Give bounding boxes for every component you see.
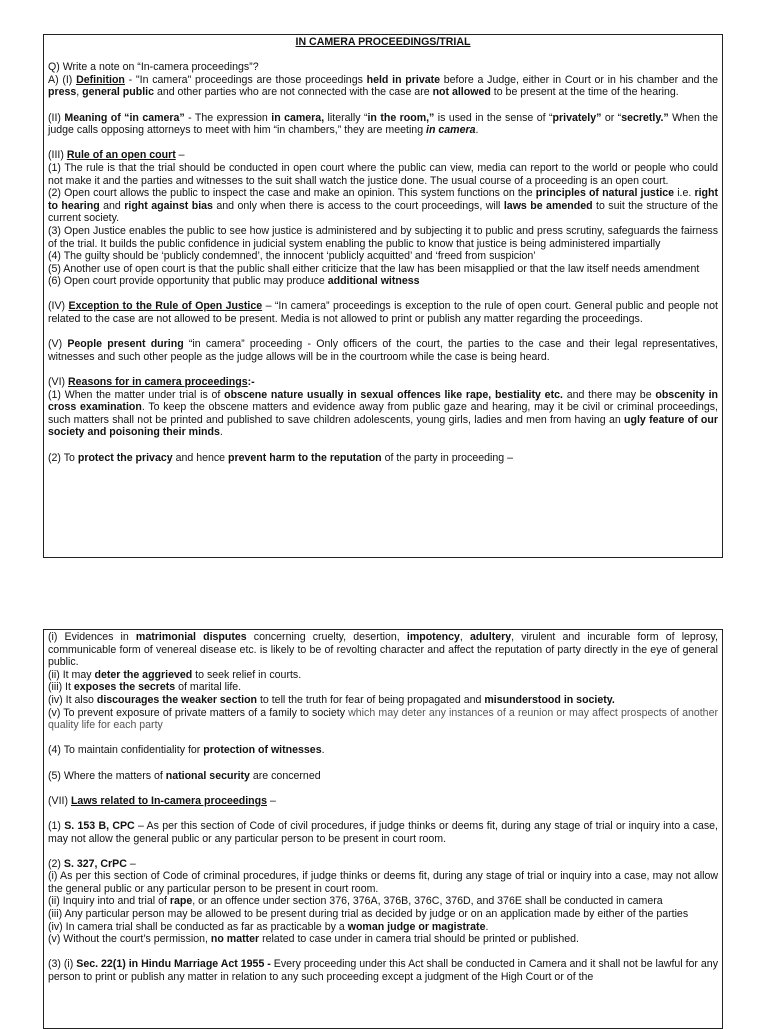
privacy-point-v: (v) To prevent exposure of private matters of a family to society which may deter any instances of a reunion or may affect prospects of another quality life for each party — [48, 706, 718, 732]
rule-heading: (III) Rule of an open court – — [48, 149, 185, 162]
question-text: Q) Write a note on “In-camera proceedings”? — [48, 61, 259, 74]
crpc-point-v: (v) Without the court’s permission, no matter related to case under in camera trial should be printed or published. — [48, 933, 579, 946]
rule-point-5: (5) Another use of open court is that the public shall either criticize that the law has been misapplied or that the law itself needs amendment — [48, 262, 700, 275]
rule-point-3: (3) Open Justice enables the public to see how justice is administered and by subjecting it to public and press scrutiny, safeguards the fairness of the trial. It builds the public confidence in judicial system enabling the public to know that justice is being administered impartially — [48, 224, 718, 250]
privacy-point-ii: (ii) It may deter the aggrieved to seek relief in courts. — [48, 668, 302, 681]
people-present-paragraph: (V) People present during “in camera” proceeding - Only officers of the court, the parties to the case and their legal representatives, witnesses and such other people as the judge allows will be in the courtroom while the case is being heard. — [48, 338, 718, 363]
meaning-paragraph: (II) Meaning of “in camera” - The expression in camera, literally “in the room,” is used in the sense of “privately” or “secretly.” When the judge calls opposing attorneys to meet with him “in chambers,” they are meeting in camera. — [48, 111, 718, 137]
definition-paragraph: A) (I) Definition - "In camera" proceedings are those proceedings held in private before a Judge, either in Court or in his chamber and the press, general public and other parties who are not connected with the case are not allowed to be present at the time of the hearing. — [48, 73, 719, 99]
reasons-heading: (VI) Reasons for in camera proceedings:- — [48, 376, 255, 389]
rule-point-2: (2) Open court allows the public to inspect the case and make an opinion. This system functions on the principles of natural justice i.e. right to hearing and right against bias and only when there is access to the court proceedings, will laws be amended to suit the structure of the current society. — [48, 187, 719, 225]
privacy-point-i: (i) Evidences in matrimonial disputes concerning cruelty, desertion, impotency, adultery, virulent and incurable form of leprosy, communicable form of venereal disease etc. is likely to be of revolting character and affect the reputation of party directly in the eye of general public. — [48, 631, 718, 669]
cpc-paragraph: (1) S. 153 B, CPC – As per this section of Code of civil procedures, if judge thinks or deems fit, during any stage of trial or inquiry into a case, may not allow the general public or any particular person to be present in court room. — [48, 819, 718, 845]
page-2-box — [43, 629, 723, 1029]
page-1-box — [43, 34, 723, 558]
reason-point-1: (1) When the matter under trial is of obscene nature usually in sexual offences like rape, bestiality etc. and there may be obscenity in cross examination. To keep the obscene matters and evidence away from public gaze and hearing, may it be civil or criminal proceedings, such matters shall not be printed and published to save children adolescents, young girls, ladies and men from having an ugly feature of our society and poisoning their minds. — [48, 388, 718, 439]
rule-point-1: (1) The rule is that the trial should be conducted in open court where the public can view, media can report to the world or people who could not make it and the parties and witnesses to the suit shall watch the justice done. The usual course of a proceeding is an open court. — [48, 161, 718, 187]
rule-point-6: (6) Open court provide opportunity that public may produce additional witness — [48, 275, 420, 288]
crpc-point-iv: (iv) In camera trial shall be conducted as far as practicable by a woman judge or magistrate. — [48, 920, 489, 933]
crpc-point-i: (i) As per this section of Code of criminal procedures, if judge thinks or deems fit, during any stage of trial or inquiry into a case, may not allow the general public or any particular person to be present in court room. — [48, 870, 718, 895]
crpc-point-ii: (ii) Inquiry into and trial of rape, or an offence under section 376, 376A, 376B, 376C, 376D, and 376E shall be conducted in camera — [48, 895, 663, 908]
reason-point-2: (2) To protect the privacy and hence prevent harm to the reputation of the party in proceeding – — [48, 451, 513, 464]
rule-point-4: (4) The guilty should be ‘publicly condemned’, the innocent ‘publicly acquitted’ and ‘freed from suspicion’ — [48, 250, 536, 263]
reason-point-5: (5) Where the matters of national security are concerned — [48, 769, 321, 782]
crpc-heading: (2) S. 327, CrPC – — [48, 857, 136, 870]
hma-paragraph: (3) (i) Sec. 22(1) in Hindu Marriage Act 1955 - Every proceeding under this Act shall be conducted in Camera and it shall not be lawful for any person to print or publish any matter in relation to any such proceeding except a judgment of the High Court or of the — [48, 958, 718, 984]
reason-point-4: (4) To maintain confidentiality for protection of witnesses. — [48, 744, 325, 757]
exception-paragraph: (IV) Exception to the Rule of Open Justice – “In camera” proceedings is exception to the rule of open court. General public and people not related to the case are not allowed to be present. Media is not allowed to print or publish any matter regarding the proceedings. — [48, 300, 718, 326]
laws-heading: (VII) Laws related to In-camera proceedings – — [48, 794, 276, 807]
privacy-point-iii: (iii) It exposes the secrets of marital life. — [48, 681, 242, 694]
document-title: IN CAMERA PROCEEDINGS/TRIAL — [295, 36, 471, 48]
crpc-point-iii: (iii) Any particular person may be allowed to be present during trial as decided by judge or on an application made by either of the parties — [48, 908, 689, 921]
privacy-point-iv: (iv) It also discourages the weaker section to tell the truth for fear of being propagated and misunderstood in society. — [48, 693, 615, 706]
